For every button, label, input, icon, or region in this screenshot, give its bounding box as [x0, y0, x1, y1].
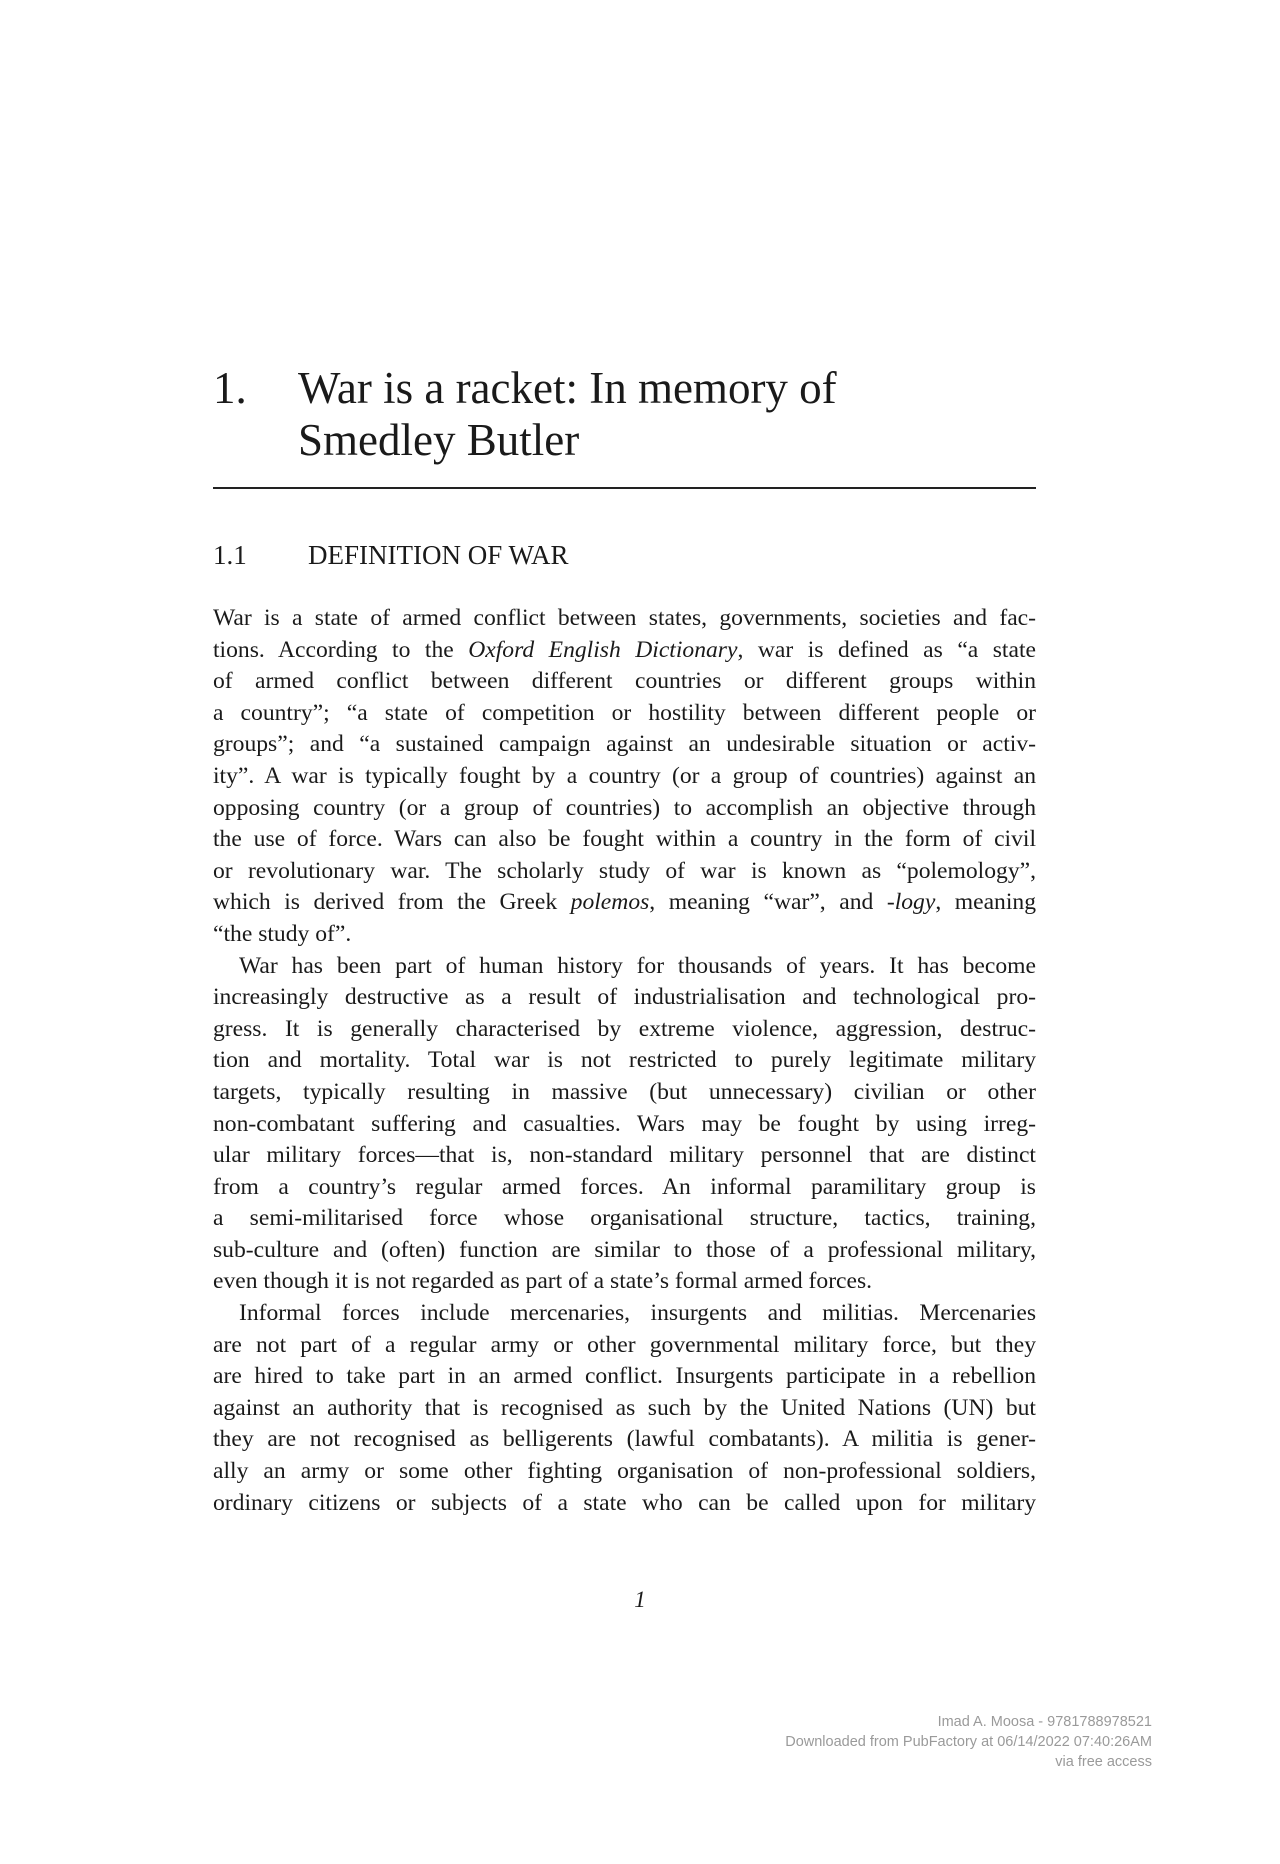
text-line: Informal forces include mercenaries, insurgents and militias. Mercenaries [239, 1300, 1036, 1327]
text-line: of armed conflict between different countries or different groups within [213, 668, 1036, 695]
text-line: which is derived from the Greek polemos, meaning “war”, and -logy, meaning [213, 889, 1036, 916]
body-text [213, 603, 1036, 1519]
section-number: 1.1 [213, 540, 247, 570]
text-line: a semi-militarised force whose organisational structure, tactics, training, [213, 1205, 1036, 1232]
text-line: ordinary citizens or subjects of a state who can be called upon for military [213, 1489, 1036, 1516]
paragraph-2 [213, 951, 1036, 1299]
text-line: non-combatant suffering and casualties. Wars may be fought by using irreg- [213, 1110, 1036, 1137]
chapter-title-line-2: Smedley Butler [298, 415, 580, 465]
text-line: War has been part of human history for thousands of years. It has become [239, 952, 1036, 979]
footer-author-isbn: Imad A. Moosa - 9781788978521 [937, 1714, 1152, 1730]
text-line: they are not recognised as belligerents (lawful combatants). A militia is gener- [213, 1426, 1036, 1453]
chapter-title-line-1: War is a racket: In memory of [298, 363, 837, 413]
chapter-number: 1. [213, 363, 247, 413]
text-line: groups”; and “a sustained campaign against an undesirable situation or activ- [213, 731, 1036, 758]
text-line: gress. It is generally characterised by extreme violence, aggression, destruc- [213, 1015, 1036, 1042]
text-line: against an authority that is recognised as such by the United Nations (UN) but [213, 1394, 1036, 1421]
download-footer [785, 1712, 1152, 1772]
text-line: are not part of a regular army or other governmental military force, but they [213, 1331, 1036, 1358]
footer-access: via free access [1055, 1754, 1152, 1770]
paragraph-3 [213, 1298, 1036, 1519]
chapter-title-text [298, 362, 1018, 466]
text-line: tions. According to the Oxford English Dictionary, war is defined as “a state [213, 636, 1036, 663]
paragraph-1 [213, 603, 1036, 951]
text-line: from a country’s regular armed forces. An informal paramilitary group is [213, 1173, 1036, 1200]
text-line: opposing country (or a group of countries) to accomplish an objective through [213, 794, 1036, 821]
text-line: ally an army or some other fighting organisation of non-professional soldiers, [213, 1458, 1036, 1485]
text-line: “the study of”. [213, 920, 352, 947]
text-line: ity”. A war is typically fought by a country (or a group of countries) against an [213, 762, 1036, 789]
text-line: increasingly destructive as a result of industrialisation and technological pro- [213, 984, 1036, 1011]
text-line: or revolutionary war. The scholarly study of war is known as “polemology”, [213, 857, 1036, 884]
chapter-title-rule [213, 487, 1036, 489]
text-line: targets, typically resulting in massive (but unnecessary) civilian or other [213, 1078, 1036, 1105]
text-line: ular military forces—that is, non-standard military personnel that are distinct [213, 1142, 1036, 1169]
page-number: 1 [634, 1587, 646, 1612]
text-line: tion and mortality. Total war is not restricted to purely legitimate military [213, 1047, 1036, 1074]
section-title: DEFINITION OF WAR [308, 540, 569, 570]
footer-download-info: Downloaded from PubFactory at 06/14/2022 07:40:26AM [785, 1734, 1152, 1750]
text-line: the use of force. Wars can also be fought within a country in the form of civil [213, 826, 1036, 853]
text-line: War is a state of armed conflict between states, governments, societies and fac- [213, 605, 1036, 631]
text-line: even though it is not regarded as part of a state’s formal armed forces. [213, 1268, 873, 1295]
text-line: sub-culture and (often) function are similar to those of a professional military, [213, 1236, 1036, 1263]
text-line: a country”; “a state of competition or hostility between different people or [213, 699, 1036, 726]
text-line: are hired to take part in an armed conflict. Insurgents participate in a rebellion [213, 1363, 1036, 1390]
